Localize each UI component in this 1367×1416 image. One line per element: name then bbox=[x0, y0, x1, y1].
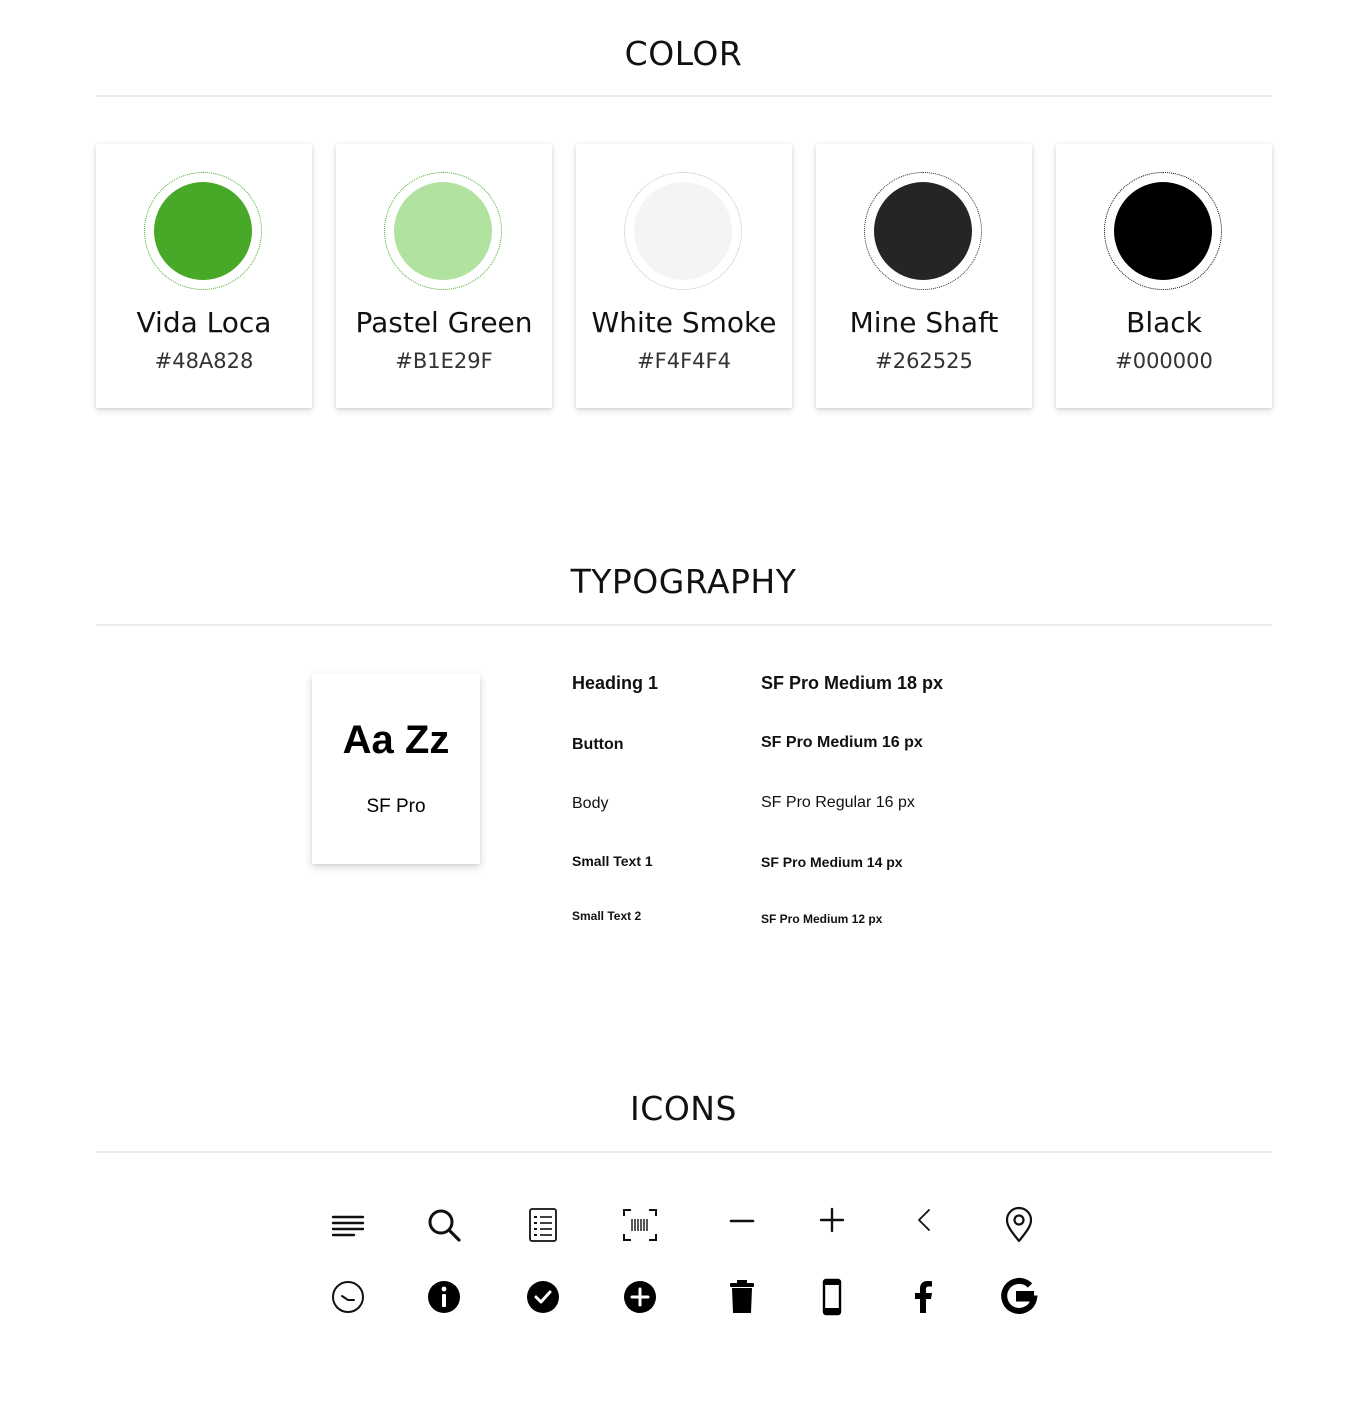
trash-icon[interactable] bbox=[722, 1277, 762, 1317]
clock-icon[interactable] bbox=[328, 1277, 368, 1317]
swatch-ring bbox=[864, 172, 982, 290]
color-section-title: COLOR bbox=[624, 34, 743, 73]
phone-icon[interactable] bbox=[812, 1277, 852, 1317]
facebook-icon[interactable] bbox=[904, 1277, 944, 1317]
icons-section-title: ICONS bbox=[630, 1089, 737, 1128]
swatch-ring bbox=[384, 172, 502, 290]
list-icon[interactable] bbox=[523, 1205, 563, 1245]
menu-icon[interactable] bbox=[328, 1205, 368, 1245]
minus-icon[interactable] bbox=[722, 1201, 762, 1241]
typography-divider bbox=[96, 624, 1272, 626]
font-sample-card bbox=[312, 674, 480, 864]
type-style-spec: SF Pro Medium 14 px bbox=[761, 854, 903, 870]
chevron-left-icon[interactable] bbox=[904, 1200, 944, 1240]
color-hex: #B1E29F bbox=[395, 349, 493, 373]
font-sample-glyphs: Aa Zz bbox=[342, 718, 450, 762]
color-hex: #F4F4F4 bbox=[637, 349, 731, 373]
add-circle-icon[interactable] bbox=[620, 1277, 660, 1317]
type-style-label: Small Text 1 bbox=[572, 853, 653, 869]
info-icon[interactable] bbox=[424, 1277, 464, 1317]
check-circle-icon[interactable] bbox=[523, 1277, 563, 1317]
color-name: Vida Loca bbox=[136, 306, 272, 339]
font-family-name: SF Pro bbox=[366, 796, 426, 817]
type-style-spec: SF Pro Medium 16 px bbox=[761, 734, 923, 751]
color-swatch bbox=[394, 182, 492, 280]
color-card-white-smoke bbox=[576, 144, 792, 408]
swatch-ring bbox=[1104, 172, 1222, 290]
location-pin-icon[interactable] bbox=[999, 1205, 1039, 1245]
color-divider bbox=[96, 95, 1272, 97]
color-swatch bbox=[154, 182, 252, 280]
color-swatch bbox=[634, 182, 732, 280]
color-name: Mine Shaft bbox=[849, 306, 999, 339]
swatch-ring bbox=[144, 172, 262, 290]
search-icon[interactable] bbox=[424, 1205, 464, 1245]
color-card-pastel-green bbox=[336, 144, 552, 408]
color-card-black bbox=[1056, 144, 1272, 408]
color-name: Black bbox=[1126, 306, 1202, 339]
type-style-spec: SF Pro Regular 16 px bbox=[761, 794, 915, 811]
plus-icon[interactable] bbox=[812, 1200, 852, 1240]
color-card-mine-shaft bbox=[816, 144, 1032, 408]
color-swatch bbox=[874, 182, 972, 280]
swatch-ring bbox=[624, 172, 742, 290]
icons-divider bbox=[96, 1151, 1272, 1153]
google-icon[interactable] bbox=[999, 1277, 1039, 1317]
type-style-label: Heading 1 bbox=[572, 673, 659, 693]
type-style-spec: SF Pro Medium 18 px bbox=[761, 673, 944, 693]
color-card-vida-loca bbox=[96, 144, 312, 408]
type-style-label: Button bbox=[572, 736, 624, 753]
color-swatch bbox=[1114, 182, 1212, 280]
color-hex: #000000 bbox=[1115, 349, 1213, 373]
type-style-label: Body bbox=[572, 795, 609, 812]
type-style-spec: SF Pro Medium 12 px bbox=[761, 912, 883, 926]
type-style-label: Small Text 2 bbox=[572, 909, 642, 923]
color-hex: #48A828 bbox=[154, 349, 254, 373]
color-hex: #262525 bbox=[875, 349, 973, 373]
typography-section-title: TYPOGRAPHY bbox=[570, 562, 797, 601]
color-name: White Smoke bbox=[591, 306, 777, 339]
barcode-scan-icon[interactable] bbox=[620, 1205, 660, 1245]
color-name: Pastel Green bbox=[355, 306, 533, 339]
